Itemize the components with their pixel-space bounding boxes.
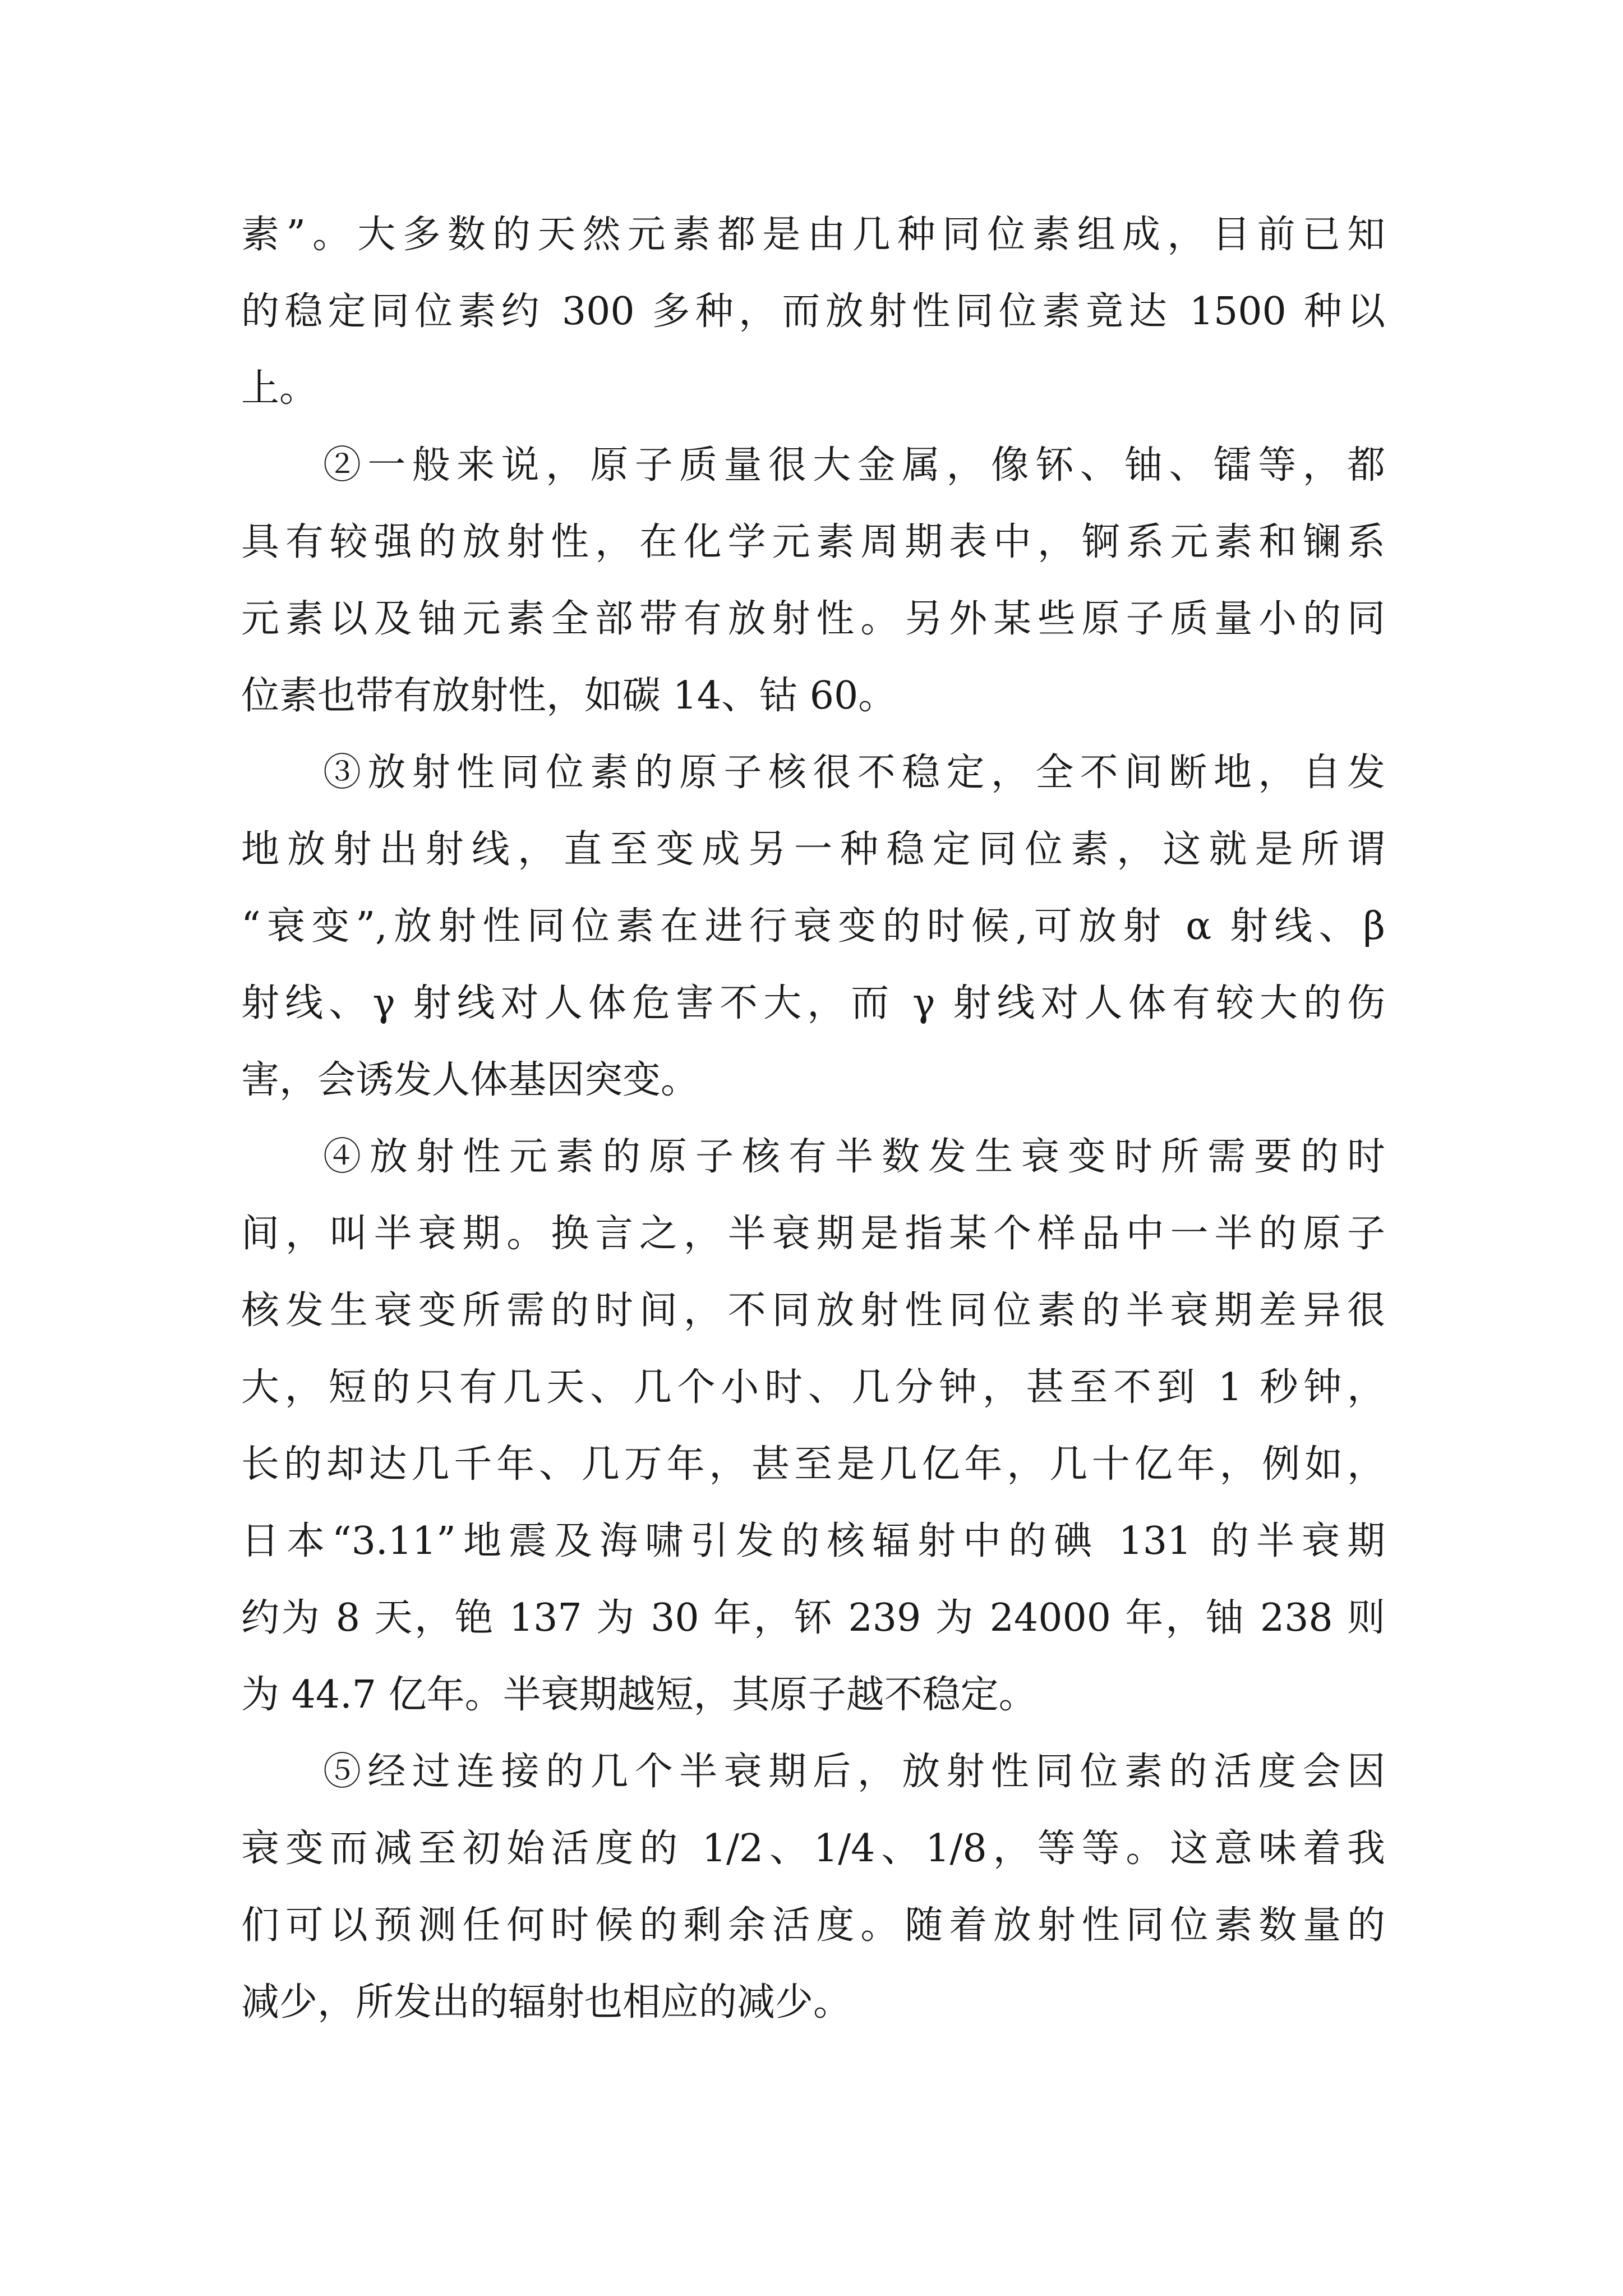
text-line: 核发生衰变所需的时间，不同放射性同位素的半衰期差异很 <box>241 1289 1385 1333</box>
text-line: 害，会诱发人体基因突变。 <box>241 1058 699 1102</box>
text-line: ②一般来说，原子质量很大金属，像钚、铀、镭等，都 <box>323 443 1385 487</box>
text-line: 为 44.7 亿年。半衰期越短，其原子越不稳定。 <box>241 1673 1037 1717</box>
text-line: 日本“3.11”地震及海啸引发的核辐射中的碘 131 的半衰期 <box>241 1519 1385 1563</box>
text-line: 素”。大多数的天然元素都是由几种同位素组成，目前已知 <box>241 213 1385 257</box>
text-line: 们可以预测任何时候的剩余活度。随着放射性同位素数量的 <box>241 1903 1385 1948</box>
text-line: 减少，所发出的辐射也相应的减少。 <box>241 1980 852 2024</box>
text-line: “衰变”,放射性同位素在进行衰变的时候,可放射 α 射线、β <box>241 904 1385 949</box>
text-line: ⑤经过连接的几个半衰期后，放射性同位素的活度会因 <box>323 1750 1385 1794</box>
text-line: 元素以及铀元素全部带有放射性。另外某些原子质量小的同 <box>241 597 1385 641</box>
text-line: 位素也带有放射性，如碳 14、钴 60。 <box>241 674 897 718</box>
text-line: 上。 <box>241 366 318 411</box>
text-line: 间，叫半衰期。换言之，半衰期是指某个样品中一半的原子 <box>241 1212 1385 1256</box>
text-line: 地放射出射线，直至变成另一种稳定同位素，这就是所谓 <box>241 827 1385 872</box>
text-line: ④放射性元素的原子核有半数发生衰变时所需要的时 <box>323 1135 1385 1179</box>
text-line: 的稳定同位素约 300 多种，而放射性同位素竟达 1500 种以 <box>241 289 1385 334</box>
paragraph-point-5 <box>241 1733 1385 2041</box>
text-line: 大，短的只有几天、几个小时、几分钟，甚至不到 1 秒钟， <box>241 1365 1385 1410</box>
paragraph-point-4 <box>241 1119 1385 1733</box>
text-line: 具有较强的放射性，在化学元素周期表中，锕系元素和镧系 <box>241 520 1385 564</box>
paragraph-intro-continued <box>241 196 1385 427</box>
document-body <box>241 196 1385 2041</box>
paragraph-point-2 <box>241 427 1385 734</box>
text-line: 约为 8 天，铯 137 为 30 年，钚 239 为 24000 年，铀 238 则 <box>241 1596 1385 1640</box>
text-line: 射线、γ 射线对人体危害不大，而 γ 射线对人体有较大的伤 <box>241 981 1385 1025</box>
text-line: ③放射性同位素的原子核很不稳定，全不间断地，自发 <box>323 751 1385 795</box>
text-line: 衰变而减至初始活度的 1/2、1/4、1/8，等等。这意味着我 <box>241 1826 1385 1871</box>
text-line: 长的却达几千年、几万年，甚至是几亿年，几十亿年，例如， <box>241 1442 1385 1487</box>
paragraph-point-3 <box>241 734 1385 1119</box>
